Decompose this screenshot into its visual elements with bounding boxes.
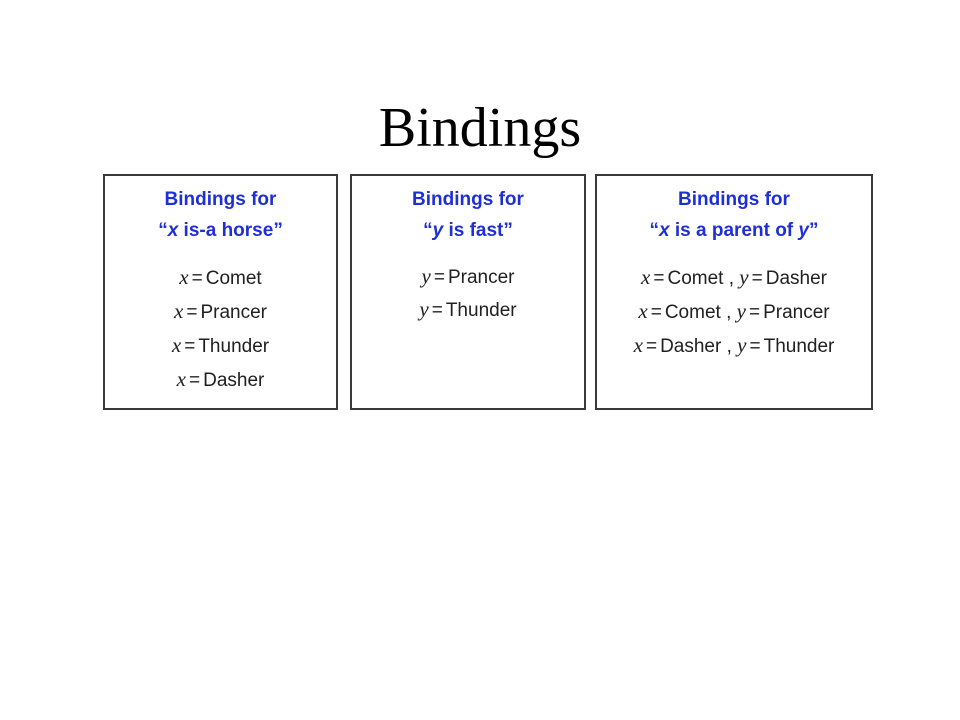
binding-var: x (174, 299, 184, 323)
bindings-panel-is-a-horse (103, 174, 338, 410)
binding-value: Thunder (445, 300, 517, 321)
panel-heading-line1: Bindings for (412, 189, 524, 210)
equals-sign: = (186, 302, 198, 323)
binding-separator: , (721, 336, 738, 357)
binding-var: x (176, 367, 186, 391)
binding-row (597, 294, 871, 328)
heading-predicate: is fast (443, 220, 504, 241)
close-quote: ” (273, 220, 283, 241)
binding-value: Prancer (763, 302, 830, 323)
binding-row (105, 294, 336, 328)
binding-var: y (419, 297, 429, 321)
binding-list (352, 260, 584, 326)
binding-row (105, 362, 336, 396)
heading-predicate: is-a horse (178, 220, 274, 241)
heading-var: y (798, 220, 809, 241)
binding-row (597, 260, 871, 294)
panel-heading (597, 184, 871, 246)
panel-heading-line1: Bindings for (164, 189, 277, 210)
open-quote: “ (649, 220, 660, 241)
open-quote: “ (423, 220, 433, 241)
panel-heading (352, 184, 584, 246)
binding-var: x (638, 299, 648, 323)
binding-list (597, 260, 871, 362)
equals-sign: = (431, 300, 443, 321)
equals-sign: = (191, 268, 203, 289)
binding-value: Comet (667, 268, 724, 289)
binding-value: Dasher (765, 268, 827, 289)
bindings-panel-is-fast (350, 174, 586, 410)
binding-value: Thunder (198, 336, 270, 357)
equals-sign: = (184, 336, 196, 357)
binding-var: x (633, 333, 643, 357)
binding-row (352, 260, 584, 293)
binding-value: Thunder (763, 336, 835, 357)
bindings-panel-is-a-parent-of (595, 174, 873, 410)
close-quote: ” (808, 220, 819, 241)
heading-predicate: is a parent of (669, 220, 799, 241)
binding-var: y (737, 333, 747, 357)
binding-row (597, 328, 871, 362)
binding-list (105, 260, 336, 396)
panel-heading-line2 (352, 215, 584, 246)
binding-value: Comet (664, 302, 721, 323)
binding-value: Dasher (203, 370, 265, 391)
heading-var: x (659, 220, 670, 241)
binding-value: Comet (205, 268, 262, 289)
equals-sign: = (751, 268, 763, 289)
equals-sign: = (650, 302, 662, 323)
binding-var: y (739, 265, 749, 289)
equals-sign: = (188, 370, 201, 391)
binding-value: Prancer (447, 267, 515, 288)
slide-title: Bindings (378, 97, 582, 159)
binding-row (105, 328, 336, 362)
binding-separator: , (720, 302, 737, 323)
equals-sign: = (433, 267, 445, 288)
binding-var: y (421, 264, 431, 288)
panel-heading-line2 (105, 215, 336, 246)
binding-var: x (179, 265, 189, 289)
panel-heading-line1: Bindings for (678, 189, 790, 210)
binding-var: x (641, 265, 651, 289)
binding-row (352, 293, 584, 326)
panel-heading-line2 (597, 215, 871, 246)
binding-value: Dasher (660, 336, 722, 357)
binding-var: x (171, 333, 182, 357)
equals-sign: = (748, 302, 761, 323)
open-quote: “ (158, 220, 168, 241)
binding-row (105, 260, 336, 294)
equals-sign: = (749, 336, 761, 357)
binding-var: y (736, 299, 746, 323)
heading-var: y (432, 220, 444, 241)
equals-sign: = (645, 336, 658, 357)
close-quote: ” (503, 220, 513, 241)
binding-separator: , (723, 268, 740, 289)
heading-var: x (167, 220, 179, 241)
panel-heading (105, 184, 336, 246)
equals-sign: = (653, 268, 665, 289)
binding-value: Prancer (200, 302, 267, 323)
